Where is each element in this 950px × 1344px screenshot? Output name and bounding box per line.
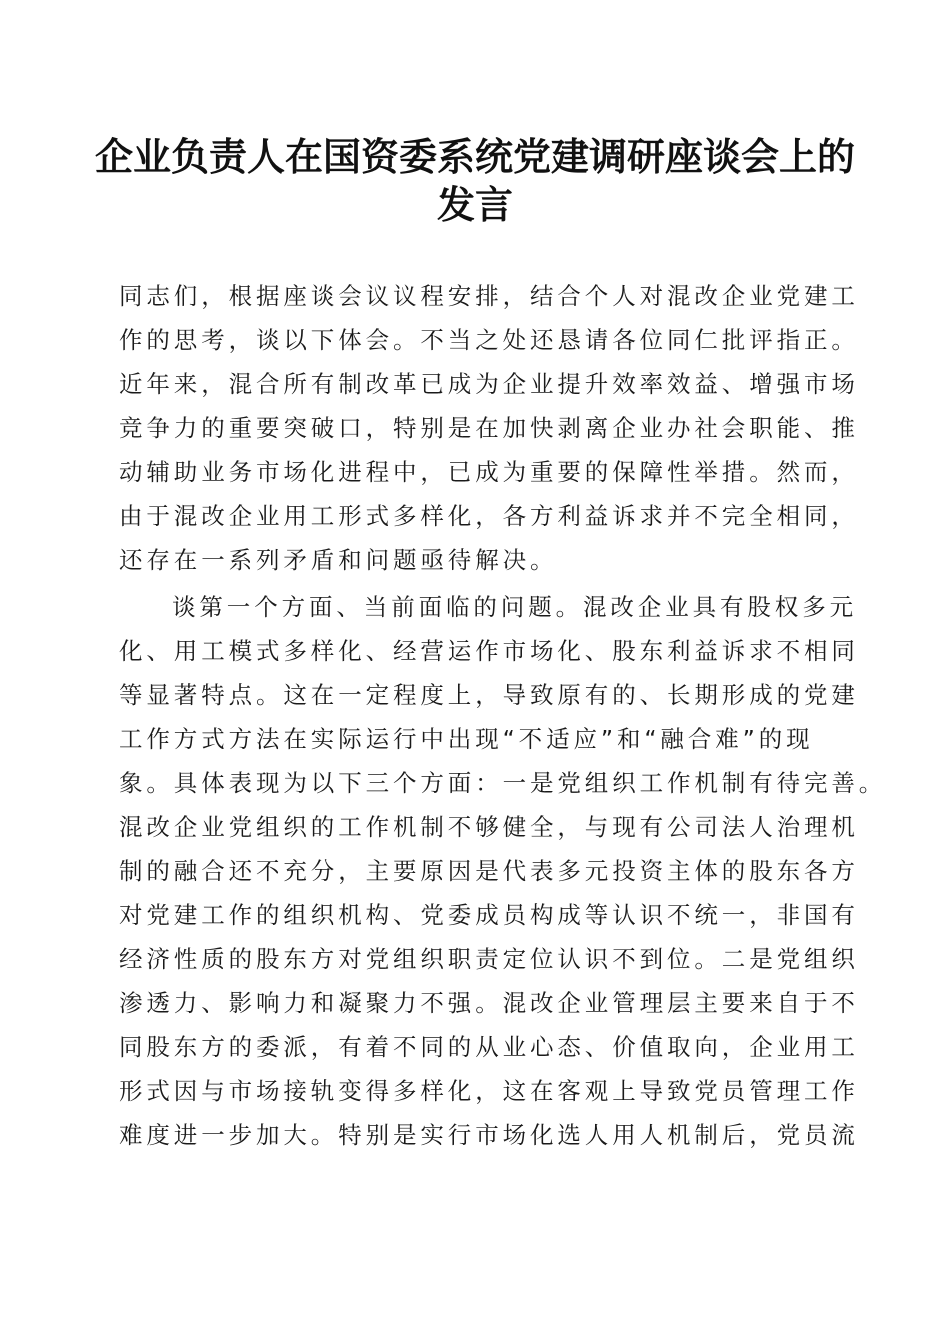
body-text-line: 工作方式方法在实际运行中出现“不适应”和“融合难”的现 xyxy=(119,725,814,753)
document-title-line-2: 发言 xyxy=(436,182,513,227)
document-title-line-1: 企业负责人在国资委系统党建调研座谈会上的 xyxy=(94,134,855,179)
body-text-line: 经济性质的股东方对党组织职责定位认识不到位。二是党组织 xyxy=(119,945,859,973)
body-text-line: 作的思考，谈以下体会。不当之处还恳请各位同仁批评指正。 xyxy=(119,326,859,354)
body-text-line: 制的融合还不充分，主要原因是代表多元投资主体的股东各方 xyxy=(119,857,859,885)
body-text-line: 形式因与市场接轨变得多样化，这在客观上导致党员管理工作 xyxy=(119,1077,859,1105)
body-text-line: 由于混改企业用工形式多样化，各方利益诉求并不完全相同， xyxy=(119,502,859,530)
body-text-line: 渗透力、影响力和凝聚力不强。混改企业管理层主要来自于不 xyxy=(119,989,859,1017)
body-text-line: 象。具体表现为以下三个方面：一是党组织工作机制有待完善。 xyxy=(119,769,887,797)
body-text-line: 化、用工模式多样化、经营运作市场化、股东利益诉求不相同 xyxy=(119,637,859,665)
body-text-line: 还存在一系列矛盾和问题亟待解决。 xyxy=(119,546,558,574)
body-text-line: 等显著特点。这在一定程度上，导致原有的、长期形成的党建 xyxy=(119,681,859,709)
body-text-line: 竞争力的重要突破口，特别是在加快剥离企业办社会职能、推 xyxy=(119,414,859,442)
body-text-line: 对党建工作的组织机构、党委成员构成等认识不统一，非国有 xyxy=(119,901,859,929)
body-text-line: 难度进一步加大。特别是实行市场化选人用人机制后，党员流 xyxy=(119,1121,859,1149)
body-text-line: 动辅助业务市场化进程中，已成为重要的保障性举措。然而， xyxy=(119,458,859,486)
body-text-line: 混改企业党组织的工作机制不够健全，与现有公司法人治理机 xyxy=(119,813,859,841)
body-text-line: 近年来，混合所有制改革已成为企业提升效率效益、增强市场 xyxy=(119,370,859,398)
body-text-line: 同志们，根据座谈会议议程安排，结合个人对混改企业党建工 xyxy=(119,282,859,310)
body-text-line: 谈第一个方面、当前面临的问题。混改企业具有股权多元 xyxy=(172,593,857,621)
body-text-line: 同股东方的委派，有着不同的从业心态、价值取向，企业用工 xyxy=(119,1033,859,1061)
